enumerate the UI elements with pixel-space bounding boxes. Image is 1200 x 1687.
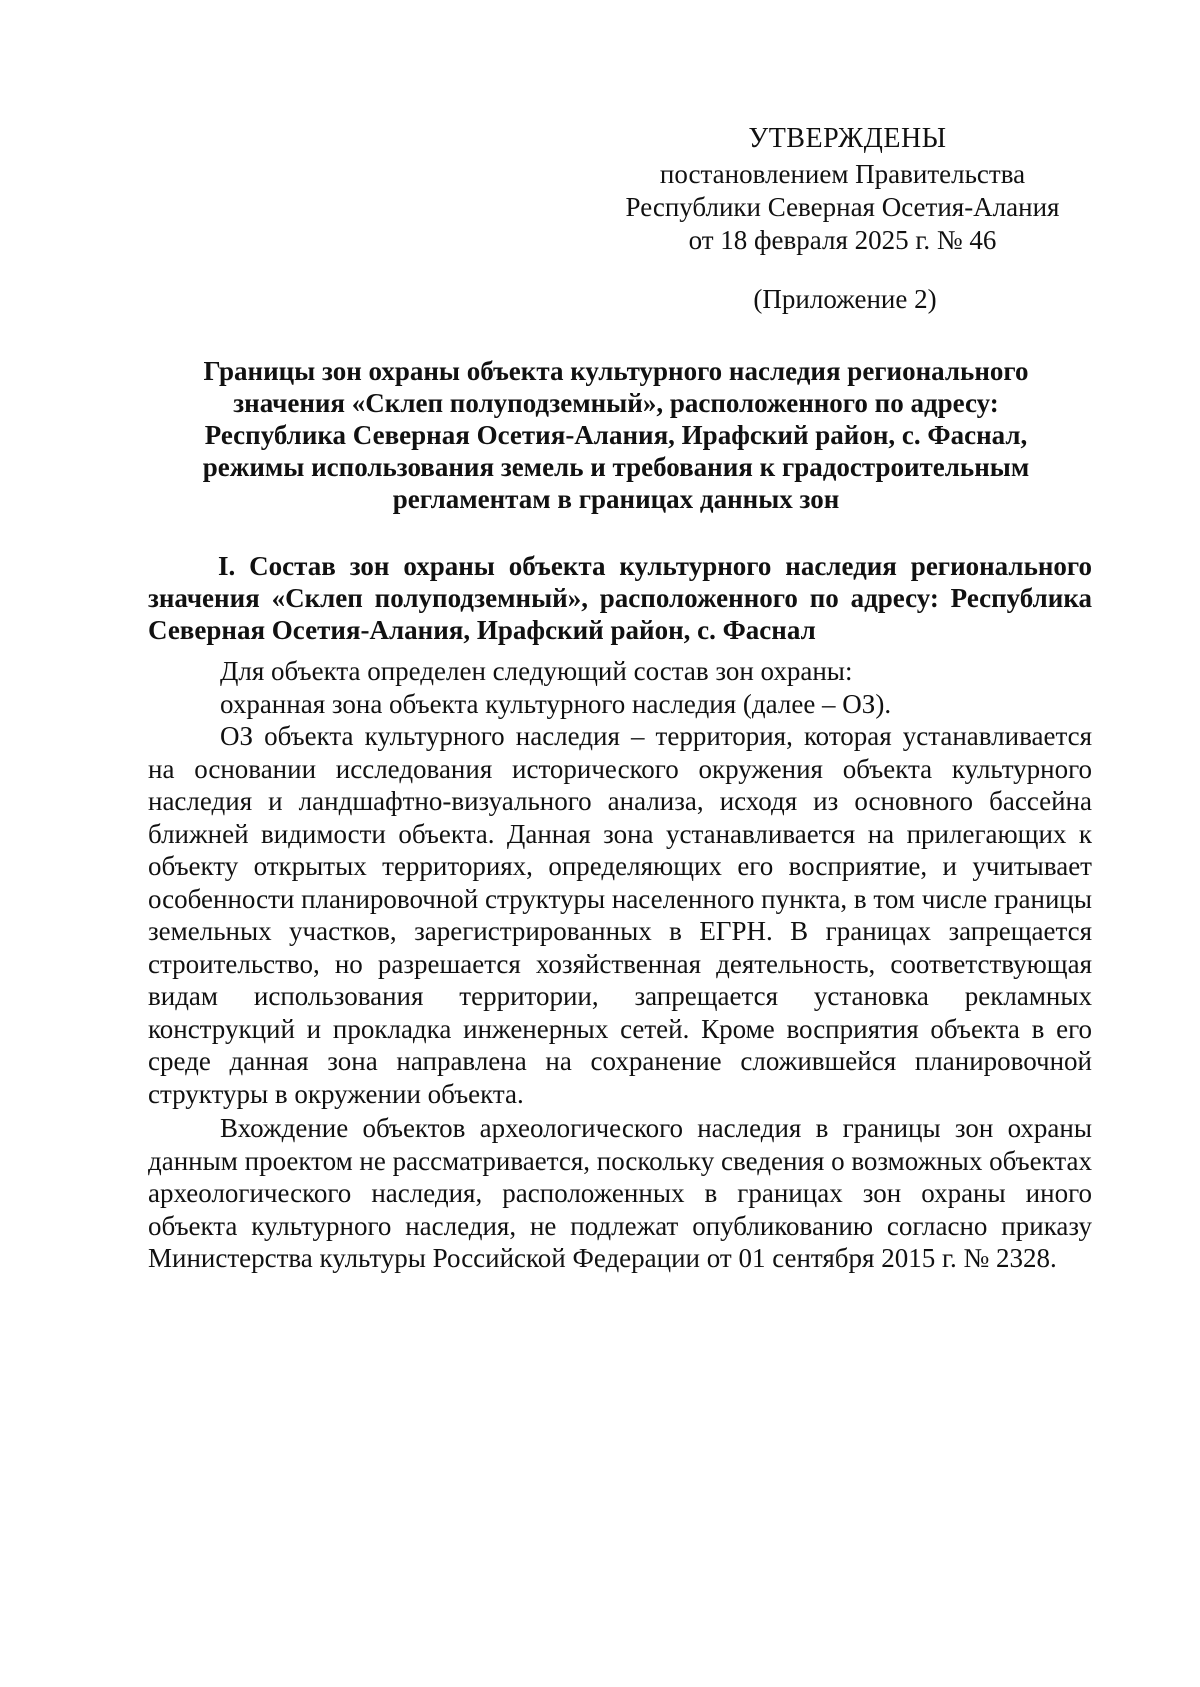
document-title (140, 355, 1092, 515)
paragraph-archaeology: Вхождение объектов археологического наследия в границы зон охраны данным проектом не рассматривается, поскольку сведения о возможных объектах археологического наследия, расположенных в границах зон охраны иного объекта культурного наследия, не подлежат опубликованию согласно приказу Министерства культуры Российской Федерации от 01 сентября 2015 г. № 2328. (148, 1113, 1092, 1273)
approval-line-3: от 18 февраля 2025 г. № 46 (688, 225, 997, 255)
document-body (148, 655, 1092, 1275)
approval-line-2: Республики Северная Осетия-Алания (625, 192, 1060, 222)
title-line-4: режимы использования земель и требования к градостроительным (202, 452, 1030, 482)
paragraph-zone-description: ОЗ объекта культурного наследия – территория, которая устанавливается на основании исследования исторического окружения объекта культурного наследия и ландшафтно-визуального анализа, исходя из основного бассейна ближней видимости объекта. Данная зона устанавливается на прилегающих к объекту открытых территориях, определяющих его восприятие, и учитывает особенности планировочной структуры населенного пункта, в том числе границы земельных участков, зарегистрированных в ЕГРН. В границах запрещается строительство, но разрешается хозяйственная деятельность, соответствующая видам использования территории, запрещается установка рекламных конструкций и прокладка инженерных сетей. Кроме восприятия объекта в его среде данная зона направлена на сохранение сложившейся планировочной структуры в окружении объекта. (148, 721, 1092, 1109)
title-line-2: значения «Склеп полуподземный», расположенного по адресу: (233, 388, 999, 418)
appendix-label: (Приложение 2) (753, 284, 937, 314)
paragraph-composition: Для объекта определен следующий состав зон охраны: (220, 656, 853, 686)
approval-heading: УТВЕРЖДЕНЫ (748, 123, 947, 154)
section-heading (148, 550, 1092, 646)
section-heading-text: I. Состав зон охраны объекта культурного наследия регионального значения «Склеп полуподземный», расположенного по адресу: Республика Северная Осетия-Алания, Ирафский район, с. Фаснал (148, 551, 1092, 645)
title-line-5: регламентам в границах данных зон (392, 484, 840, 514)
paragraph-zone-definition: охранная зона объекта культурного наследия (далее – ОЗ). (220, 688, 892, 719)
approval-stamp (590, 122, 1095, 257)
approval-line-1: постановлением Правительства (659, 159, 1026, 189)
title-line-3: Республика Северная Осетия-Алания, Ирафский район, с. Фаснал, (204, 420, 1028, 450)
title-line-1: Границы зон охраны объекта культурного наследия регионального (203, 356, 1029, 386)
